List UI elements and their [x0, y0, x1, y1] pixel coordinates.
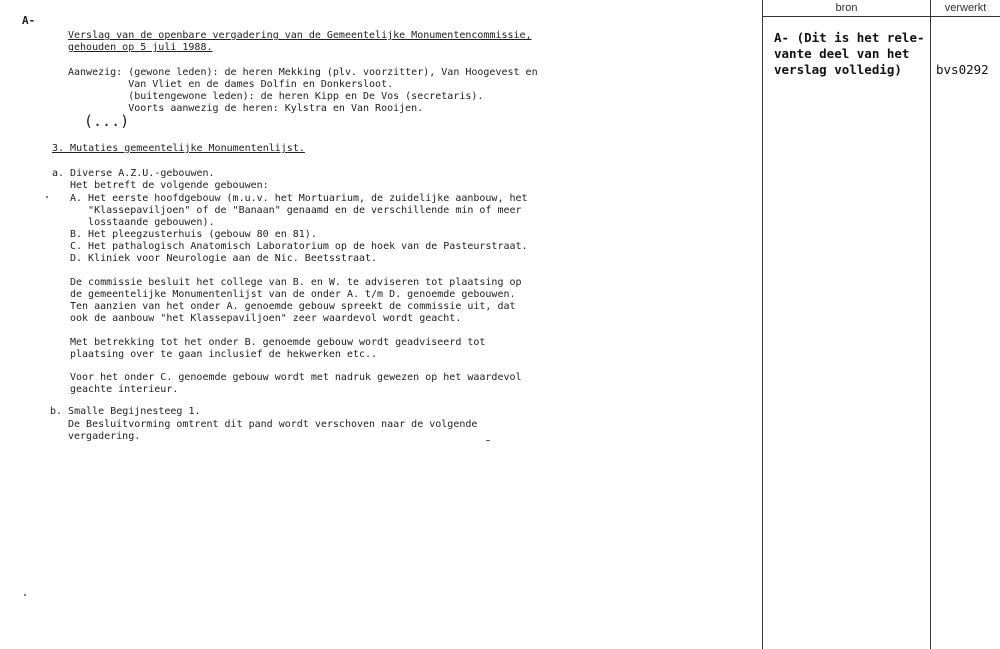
bron-note-line: verslag volledig) — [774, 62, 902, 77]
paragraph-line: de gemeentelijke Monumentenlijst van de onder A. t/m D. genoemde gebouwen. — [70, 289, 516, 300]
item-a-line: losstaande gebouwen). — [70, 217, 215, 228]
paragraph-line: De commissie besluit het college van B. en W. te adviseren tot plaatsing op — [70, 277, 522, 288]
item-b-line: De Besluitvorming omtrent dit pand wordt verschoven naar de volgende — [68, 419, 478, 430]
item-a-line: D. Kliniek voor Neurologie aan de Nic. Beetsstraat. — [70, 253, 378, 264]
verwerkt-column-header: verwerkt — [944, 2, 987, 14]
margin-header-rule — [762, 16, 1000, 17]
item-a-title: a. Diverse A.Z.U.-gebouwen. — [52, 168, 215, 179]
paragraph-line: plaatsing over te gaan inclusief de hekwerken etc.. — [70, 349, 378, 360]
item-b-title: b. Smalle Begijnesteeg 1. — [50, 406, 201, 417]
item-a-line: Het betreft de volgende gebouwen: — [70, 180, 269, 191]
attendance-line: Van Vliet en de dames Dolfin en Donkersloot. — [68, 79, 394, 90]
scan-speck — [486, 440, 490, 441]
paragraph-line: Voor het onder C. genoemde gebouw wordt met nadruk gewezen op het waardevol — [70, 372, 522, 383]
paragraph-line: Ten aanzien van het onder A. genoemde gebouw spreekt de commissie uit, dat — [70, 301, 516, 312]
attendance-line: (buitengewone leden): de heren Kipp en De Vos (secretaris). — [68, 91, 484, 102]
attendance-line: Aanwezig: (gewone leden): de heren Mekking (plv. voorzitter), Van Hoogevest en — [68, 67, 538, 78]
report-title-line-2: gehouden op 5 juli 1988. — [68, 42, 213, 53]
paragraph-line: Met betrekking tot het onder B. genoemde gebouw wordt geadviseerd tot — [70, 337, 486, 348]
scan-speck — [46, 196, 48, 198]
margin-divider-left — [762, 0, 763, 649]
report-title-line-1: Verslag van de openbare vergadering van de Gemeentelijke Monumentencommissie, — [68, 30, 532, 41]
item-b-line: vergadering. — [68, 431, 141, 442]
section-heading: 3. Mutaties gemeentelijke Monumentenlijst. — [52, 143, 305, 154]
scan-speck — [24, 594, 26, 596]
page-marker: A- — [22, 14, 36, 27]
attendance-line: Voorts aanwezig de heren: Kylstra en Van Rooijen. — [68, 103, 424, 114]
margin-divider-middle — [930, 0, 931, 649]
item-a-line: C. Het pathalogisch Anatomisch Laboratorium op de hoek van de Pasteurstraat. — [70, 241, 528, 252]
paragraph-line: geachte interieur. — [70, 384, 179, 395]
verwerkt-code: bvs0292 — [936, 62, 989, 77]
paragraph-line: ook de aanbouw "het Klassepaviljoen" zeer waardevol wordt geacht. — [70, 313, 462, 324]
item-a-line: "Klassepaviljoen" of de "Banaan" genaamd en de verschillende min of meer — [70, 205, 522, 216]
bron-note — [774, 30, 925, 78]
omission-ellipsis: (...) — [84, 112, 130, 130]
item-a-line: A. Het eerste hoofdgebouw (m.u.v. het Mortuarium, de zuidelijke aanbouw, het — [70, 193, 528, 204]
bron-note-line: A- (Dit is het rele- — [774, 30, 925, 45]
item-a-line: B. Het pleegzusterhuis (gebouw 80 en 81). — [70, 229, 317, 240]
bron-column-header: bron — [835, 2, 858, 14]
bron-note-line: vante deel van het — [774, 46, 910, 61]
